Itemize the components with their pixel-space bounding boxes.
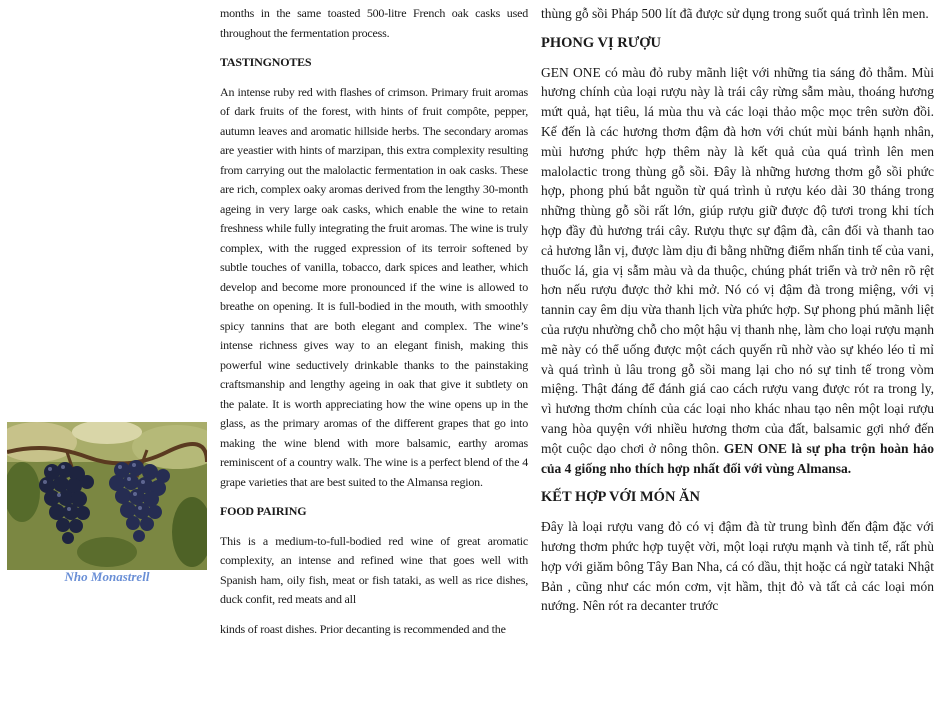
english-food-heading: FOOD PAIRING bbox=[220, 504, 307, 518]
english-column bbox=[220, 4, 528, 639]
image-caption: Nho Monastrell bbox=[64, 569, 150, 584]
grape-photo bbox=[7, 422, 207, 570]
vietnamese-tasting-heading: PHONG VỊ RƯỢU bbox=[541, 34, 662, 51]
english-intro: months in the same toasted 500-litre French oak casks used throughout the fermentation process. bbox=[220, 6, 528, 40]
english-tasting-heading: TASTINGNOTES bbox=[220, 55, 312, 69]
vietnamese-intro: thùng gỗ sồi Pháp 500 lít đã được sử dụng trong suốt quá trình lên men. bbox=[541, 6, 929, 21]
vietnamese-food-body: Đây là loại rượu vang đỏ có vị đậm đà từ trung bình đến đậm đặc với hương thơm phức hợp tuyệt vời, một loại rượu mạnh và tinh tế, rất phù hợp với giăm bông Tây Ban Nha, cá có dầu, thịt hoặc cá ngừ tataki Nhật Bản , cũng như các món cơm, vịt hầm, thịt đỏ và tất cả các loại món nướng. Nên rót ra decanter trước bbox=[541, 519, 934, 614]
vietnamese-tasting-paragraph bbox=[541, 63, 934, 479]
vietnamese-tasting-conclusion: GEN ONE là sự pha trộn hoàn hảo của 4 giống nho thích hợp nhất đối với vùng Almansa. bbox=[541, 440, 935, 476]
vietnamese-column bbox=[541, 4, 934, 616]
english-food-body-continued: kinds of roast dishes. Prior decanting is recommended and the bbox=[220, 621, 506, 636]
english-food-body: This is a medium-to-full-bodied red wine of great aromatic complexity, an intense and refined wine that goes well with Spanish ham, oily fish, meat or fish tataki, as well as rice dishes, duck confit, red meats and all bbox=[220, 533, 528, 606]
vietnamese-food-heading: KẾT HỢP VỚI MÓN ĂN bbox=[541, 489, 700, 506]
english-tasting-body: An intense ruby red with flashes of crimson. Primary fruit aromas of dark fruits of the forest, with hints of fruit compôte, pepper, autumn leaves and aromatic hillside herbs. The secondary aromas are yeastier with hints of marzipan, this extra complexity resulting from carrying out the malolactic fermentation in oak casks. These are rich, complex oaky aromas derived from the lengthy 30-month ageing in very large oak casks, which enable the wine to retain freshness while fully integrating the fruit aromas. The wine is truly complex, with the rugged expression of its terroir softened by subtle touches of vanilla, tobacco, dark spices and leather, which develop and become more pronounced if the wine is allowed to breathe on opening. It is full-bodied in the mouth, with smoothly spicy tannins that are both elegant and complex. The wine’s intense richness gives way to an elegant finish, making this powerful wine seductively drinkable thanks to the painstaking craftsmanship and lengthy ageing in oak that give it subtlety on the palate. It is worth appreciating how the wine opens up in the glass, as the primary aromas of the different grapes that go into making the wine blend with more balsamic, earthy aromas reminiscent of a country walk. The wine is a perfect blend of the 4 grape varieties that are best suited to the Almansa region. bbox=[220, 84, 528, 489]
grape-cluster-illustration bbox=[7, 422, 207, 570]
vietnamese-tasting-body: GEN ONE có màu đỏ ruby mãnh liệt với những tia sáng đỏ thẫm. Mùi hương chính của loại rượu này là trái cây rừng sẫm màu, thoáng hương mứt quả, hạt tiêu, lá mùa thu và các loại thảo mộc mọc trên sườn đồi. Kế đến là các hương thơm đậm đà hơn với chút mùi bánh hạnh nhân, mùi hương phức hợp thêm này là kết quả của quá trình lên men malolactic trong thùng gỗ sồi. Đây là những hương thơm gỗ sồi phức hợp, phong phú bắt nguồn từ quá trình ủ rượu kéo dài 30 tháng trong những thùng gỗ sồi rất lớn, giúp rượu giữ được độ tươi trong khi tích hợp đầy đủ hương trái cây. Rượu thực sự đậm đà, cân đối và thanh tao cả hương lẫn vị, được làm dịu đi bằng những điểm nhấn tinh tế của vani, thuốc lá, gia vị sẫm màu và da thuộc, chúng phát triển và trở nên rõ rệt hơn nếu rượu được thở khi mở. Nó có vị đậm đà trong miệng, với vị tannin cay êm dịu vừa thanh lịch vừa phức hợp. Sự phong phú mãnh liệt của rượu nhường chỗ cho một hậu vị thanh nhẹ, làm cho loại rượu mạnh mẽ này có thể uống được một cách quyến rũ nhờ vào sự khéo léo tỉ mỉ và quá trình ủ lâu trong gỗ sồi mang lại cho nó sự tinh tế trong vòm miệng. Thật đáng để đánh giá cao cách rượu vang được rót ra trong ly, vì hương thơm chính của các loại nho khác nhau tạo nên một loại rượu vang hòa quyện với nhiều hương thơm của đất, balsamic gợi nhớ đến một cuộc dạo chơi ở nông thôn. bbox=[541, 64, 934, 456]
